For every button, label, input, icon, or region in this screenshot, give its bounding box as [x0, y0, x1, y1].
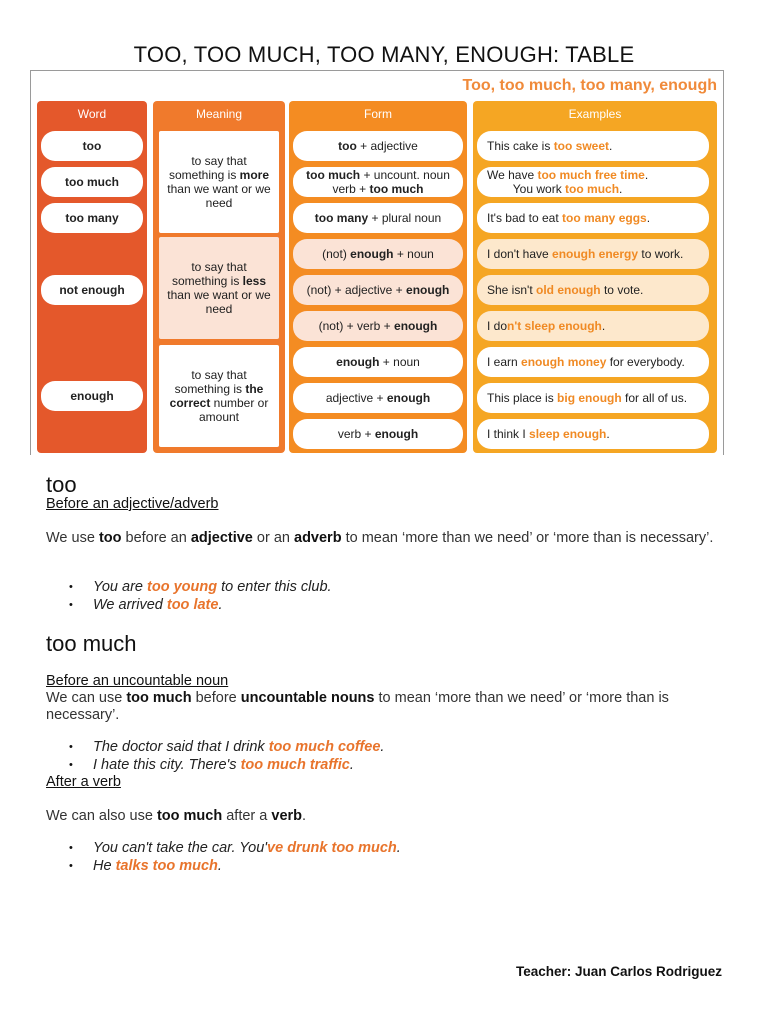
word-column — [37, 101, 147, 453]
form-row: (not) enough + noun — [293, 239, 463, 269]
subheading-uncountable: Before an uncountable noun — [46, 673, 229, 689]
word-header: Word — [77, 107, 107, 121]
subheading-adjective: Before an adjective/adverb — [46, 496, 219, 512]
examples-column — [473, 101, 717, 453]
form-header: Form — [364, 107, 392, 121]
form-row: verb + enough — [293, 419, 463, 449]
form-column — [289, 101, 467, 453]
form-row: too many + plural noun — [293, 203, 463, 233]
word-too-many: too many — [41, 203, 143, 233]
meaning-column — [153, 101, 285, 453]
page-title: TOO, TOO MUCH, TOO MANY, ENOUGH: TABLE — [133, 42, 635, 67]
meaning-header: Meaning — [195, 107, 243, 121]
word-too: too — [41, 131, 143, 161]
example-row: I earn enough money for everybody. — [477, 347, 709, 377]
meaning-more: to say that something is more than we want or we need — [159, 131, 279, 233]
section-heading-too-much: too much — [46, 631, 137, 656]
example-row: This cake is too sweet. — [477, 131, 709, 161]
examples-header: Examples — [568, 107, 622, 121]
section-heading-too: too — [46, 472, 77, 497]
form-row: (not) + verb + enough — [293, 311, 463, 341]
list-item: • He talks too much. — [93, 858, 401, 876]
meaning-less: to say that something is less than we want or we need — [159, 237, 279, 339]
form-row: adjective + enough — [293, 383, 463, 413]
paragraph-after-verb: We can also use too much after a verb. — [46, 808, 307, 824]
meaning-correct: to say that something is the correct number or amount — [159, 345, 279, 447]
word-too-much: too much — [41, 167, 143, 197]
bullet-list-too-much — [46, 739, 384, 774]
list-item: • The doctor said that I drink too much coffee. — [93, 739, 384, 757]
paragraph-too-much: We can use too much before uncountable nouns to mean ‘more than we need’ or ‘more than is necessary’. — [46, 690, 669, 723]
example-row: I think I sleep enough. — [477, 419, 709, 449]
bullet-list-after-verb — [46, 840, 401, 875]
example-row: She isn't old enough to vote. — [477, 275, 709, 305]
example-row: I don't sleep enough. — [477, 311, 709, 341]
form-row: too much + uncount. noun verb + too much — [293, 167, 463, 197]
list-item: • I hate this city. There's too much traffic. — [93, 757, 384, 775]
list-item: • You are too young to enter this club. — [93, 579, 332, 597]
list-item: • We arrived too late. — [93, 597, 332, 615]
example-row: It's bad to eat too many eggs. — [477, 203, 709, 233]
grammar-table — [30, 70, 724, 455]
table-heading: Too, too much, too many, enough — [462, 77, 717, 94]
bullet-list-too — [46, 579, 332, 614]
example-row: This place is big enough for all of us. — [477, 383, 709, 413]
list-item: • You can't take the car. You've drunk too much. — [93, 840, 401, 858]
word-not-enough: not enough — [41, 275, 143, 305]
word-enough: enough — [41, 381, 143, 411]
subheading-after-verb: After a verb — [46, 774, 121, 790]
paragraph-too: We use too before an adjective or an adverb to mean ‘more than we need’ or ‘more than is necessary’. — [46, 530, 714, 546]
form-row: (not) + adjective + enough — [293, 275, 463, 305]
form-row: too + adjective — [293, 131, 463, 161]
form-row: enough + noun — [293, 347, 463, 377]
example-row: We have too much free time. You work too much. — [477, 167, 709, 197]
teacher-footer: Teacher: Juan Carlos Rodriguez — [515, 964, 722, 979]
example-row: I don't have enough energy to work. — [477, 239, 709, 269]
